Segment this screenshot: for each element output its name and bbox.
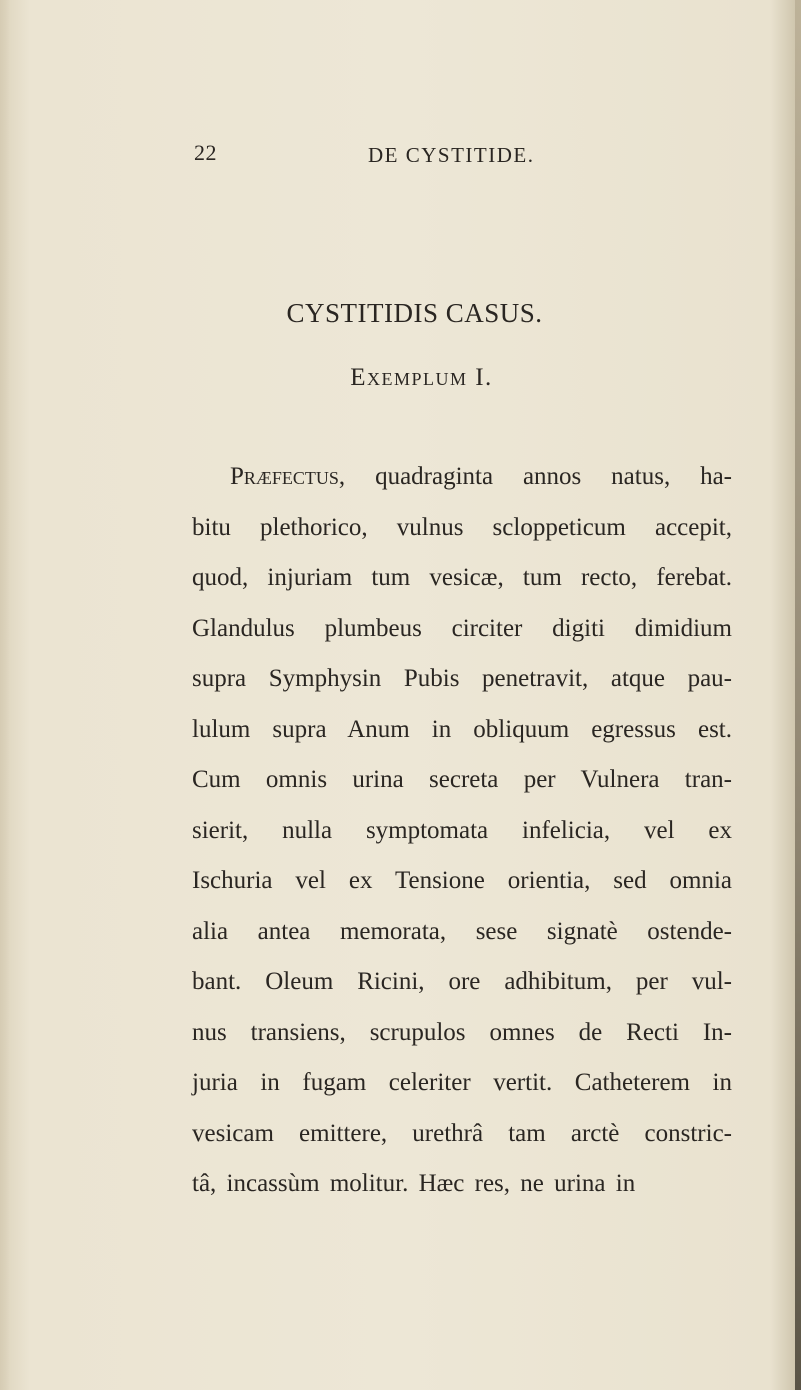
- text-line: bant. Oleum Ricini, ore adhibitum, per vul-: [192, 968, 732, 995]
- running-title: DE CYSTITIDE.: [368, 143, 535, 167]
- section-title: CYSTITIDIS CASUS.: [286, 298, 543, 328]
- text-line: supra Symphysin Pubis penetravit, atque pau-: [192, 665, 732, 692]
- text-line: nus transiens, scrupulos omnes de Recti In-: [192, 1018, 732, 1046]
- page-edge-shadow: [795, 0, 801, 1390]
- text-line: juria in fugam celeriter vertit. Catheterem in: [192, 1069, 732, 1096]
- text-line: alia antea memorata, sese signatè ostende-: [192, 917, 732, 945]
- running-head: [0, 140, 801, 180]
- lead-word: Præfectus,: [230, 463, 346, 490]
- body-paragraph: [192, 452, 732, 1210]
- page-number: 22: [194, 140, 217, 165]
- text-line: bitu plethorico, vulnus scloppeticum accepit,: [192, 513, 732, 541]
- text-line: lulum supra Anum in obliquum egressus est.: [192, 715, 732, 743]
- text-line: vesicam emittere, urethrâ tam arctè constric-: [192, 1119, 732, 1147]
- page-gutter-shadow: [0, 0, 10, 1390]
- text-line: Ischuria vel ex Tensione orientia, sed omnia: [192, 867, 732, 894]
- text-line: [192, 452, 732, 503]
- subtitle: Exemplum I.: [350, 364, 493, 391]
- text-line: Glandulus plumbeus circiter digiti dimidium: [192, 614, 732, 642]
- text-line: Cum omnis urina secreta per Vulnera tran-: [192, 766, 732, 793]
- text-line: tâ, incassùm molitur. Hæc res, ne urina in: [192, 1170, 636, 1197]
- text-line: sierit, nulla symptomata infelicia, vel ex: [192, 816, 732, 844]
- text-line: quod, injuriam tum vesicæ, tum recto, ferebat.: [192, 564, 732, 591]
- text-line-rest: quadraginta annos natus, ha-: [345, 463, 732, 490]
